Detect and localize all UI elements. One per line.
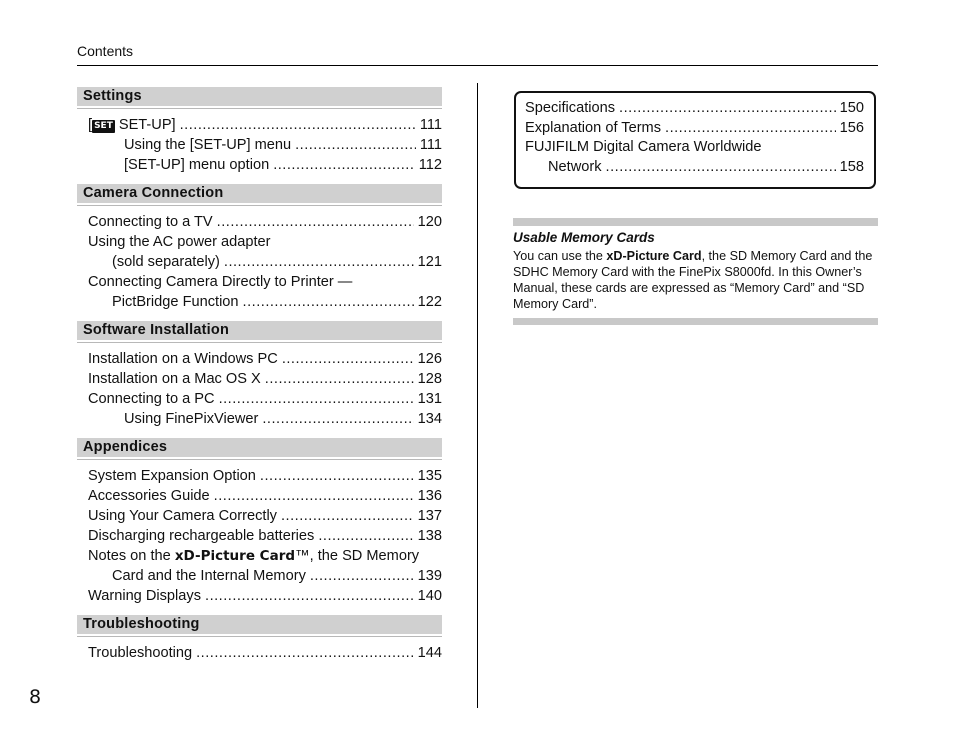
section-troubleshooting [77, 615, 442, 663]
toc-entry-setup[interactable] [88, 115, 442, 135]
toc-entry[interactable] [124, 409, 442, 429]
entry-page: 111 [419, 117, 442, 133]
entry-label: Card and the Internal Memory [112, 568, 306, 584]
entry-label: Connecting to a PC [88, 391, 215, 407]
section-rule [77, 108, 442, 109]
dot-leader [619, 99, 836, 119]
dot-leader [205, 586, 414, 606]
section-heading: Appendices [77, 438, 442, 457]
entry-label: System Expansion Option [88, 468, 256, 484]
section-appendices [77, 438, 442, 606]
toc-entry[interactable] [88, 212, 442, 232]
toc-entry[interactable] [548, 158, 864, 178]
toc-entry[interactable] [88, 466, 442, 486]
entry-label: Discharging rechargeable batteries [88, 528, 315, 544]
entry-label: Installation on a Windows PC [88, 351, 278, 367]
entry-label-pre: Notes on the [88, 548, 175, 564]
toc-entry-line[interactable]: Using the AC power adapter [88, 234, 271, 250]
dot-leader [224, 252, 414, 272]
section-heading: Troubleshooting [77, 615, 442, 634]
dot-leader [282, 349, 414, 369]
toc-entry[interactable] [88, 586, 442, 606]
entry-label: Connecting to a TV [88, 214, 213, 230]
entry-page: 140 [417, 588, 442, 604]
entry-label-post: ™, the SD Memory [295, 548, 420, 564]
section-heading: Software Installation [77, 321, 442, 340]
column-divider [477, 83, 478, 708]
toc-entry[interactable] [88, 643, 442, 663]
toc-entry[interactable] [88, 369, 442, 389]
entry-page: 150 [839, 99, 864, 116]
dot-leader [196, 643, 414, 663]
toc-entry[interactable] [124, 155, 442, 175]
page-number: 8 [29, 686, 42, 708]
dot-leader [318, 526, 413, 546]
dot-leader [310, 566, 414, 586]
dot-leader [262, 409, 413, 429]
dot-leader [243, 292, 414, 312]
entry-label: Network [548, 159, 602, 176]
toc-entry[interactable] [88, 389, 442, 409]
entry-page: 135 [417, 468, 442, 484]
entry-label: PictBridge Function [112, 294, 239, 310]
section-settings [77, 87, 442, 175]
entry-label: SET-UP] [118, 117, 176, 133]
section-heading: Settings [77, 87, 442, 106]
section-rule [77, 342, 442, 343]
dot-leader [665, 119, 836, 139]
entry-label: (sold separately) [112, 254, 220, 270]
entry-page: 122 [417, 294, 442, 310]
header-rule [77, 65, 878, 66]
dot-leader [281, 506, 414, 526]
entry-page: 131 [417, 391, 442, 407]
entry-page: 111 [419, 137, 442, 153]
entry-label: Accessories Guide [88, 488, 210, 504]
xd-card-name: xD-Picture Card [174, 548, 296, 564]
entry-page: 134 [417, 411, 442, 427]
dot-leader [273, 155, 415, 175]
toc-entry[interactable] [88, 349, 442, 369]
dot-leader [217, 212, 414, 232]
toc-entry[interactable] [88, 506, 442, 526]
toc-entry[interactable] [525, 119, 864, 139]
section-rule [77, 205, 442, 206]
entry-page: 128 [417, 371, 442, 387]
section-software-installation [77, 321, 442, 429]
entry-page: 136 [417, 488, 442, 504]
note-bottom-bar [513, 318, 878, 325]
note-body-post: , the SD Memory Card and the SDHC Memory Card with the FinePix S8000fd. In this Owner’s Manual, these cards are expressed as “Memory Card” and “SD Memory Card”. [513, 249, 873, 311]
entry-page: 137 [417, 508, 442, 524]
toc-entry[interactable] [525, 99, 864, 119]
dot-leader [214, 486, 414, 506]
note-title: Usable Memory Cards [513, 230, 655, 245]
dot-leader [180, 115, 416, 135]
set-menu-icon: SET [94, 121, 113, 131]
reference-box [514, 91, 876, 189]
entry-page: 139 [417, 568, 442, 584]
note-top-bar [513, 218, 878, 226]
toc-entry[interactable] [112, 252, 442, 272]
entry-label: Warning Displays [88, 588, 202, 604]
toc-entry[interactable] [112, 566, 442, 586]
toc-entry-line[interactable]: Connecting Camera Directly to Printer — [88, 274, 353, 290]
note-body [513, 248, 881, 312]
entry-page: 126 [417, 351, 442, 367]
dot-leader [219, 389, 414, 409]
entry-label: Specifications [525, 99, 616, 116]
toc-entry[interactable] [124, 135, 442, 155]
running-header: Contents [77, 43, 134, 59]
section-rule [77, 459, 442, 460]
entry-label: Explanation of Terms [525, 119, 662, 136]
section-camera-connection [77, 184, 442, 312]
bracket-prefix: [ [88, 117, 93, 133]
entry-page: 144 [417, 645, 442, 661]
note-card-name: xD-Picture Card [606, 249, 702, 263]
toc-entry[interactable] [88, 486, 442, 506]
entry-page: 156 [839, 119, 864, 136]
entry-page: 158 [839, 159, 864, 176]
dot-leader [260, 466, 414, 486]
toc-left-column [77, 87, 442, 672]
entry-label: Using FinePixViewer [124, 411, 259, 427]
section-rule [77, 636, 442, 637]
entry-page: 112 [418, 157, 442, 173]
dot-leader [606, 158, 836, 178]
entry-label: Using the [SET-UP] menu [124, 137, 292, 153]
toc-entry-line[interactable]: FUJIFILM Digital Camera Worldwide [525, 139, 762, 156]
note-body-pre: You can use the [513, 249, 607, 263]
entry-label: Using Your Camera Correctly [88, 508, 277, 524]
toc-entry-line[interactable] [88, 546, 442, 566]
toc-entry[interactable] [88, 526, 442, 546]
entry-label: Troubleshooting [88, 645, 193, 661]
toc-entry[interactable] [112, 292, 442, 312]
section-heading: Camera Connection [77, 184, 442, 203]
dot-leader [265, 369, 414, 389]
entry-page: 120 [417, 214, 442, 230]
entry-page: 138 [417, 528, 442, 544]
entry-label: [SET-UP] menu option [124, 157, 270, 173]
dot-leader [295, 135, 416, 155]
entry-page: 121 [417, 254, 442, 270]
entry-label: Installation on a Mac OS X [88, 371, 261, 387]
